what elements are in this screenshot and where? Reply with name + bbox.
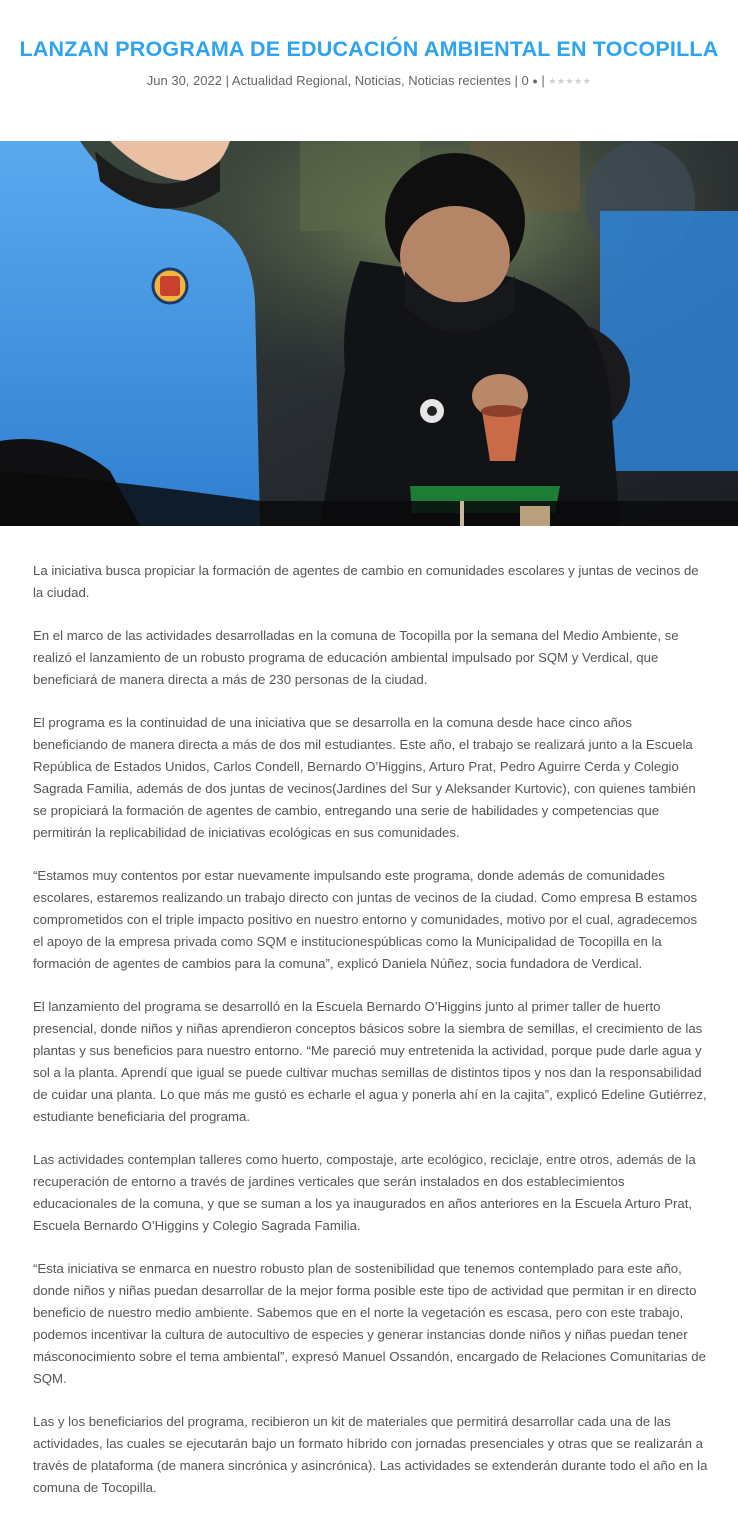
category-link-noticias-recientes[interactable]: Noticias recientes bbox=[408, 73, 511, 88]
comments-count: 0 bbox=[521, 73, 529, 88]
comment-bubble-icon: ● bbox=[532, 76, 538, 86]
article-paragraph: Las y los beneficiarios del programa, recibieron un kit de materiales que permitirá desarrollar cada una de las actividades, las cuales se ejecutarán bajo un formato híbrido con jornadas presenciales y otras que se realizarán a través de plataforma (de manera sincrónica y asincrónica). Las actividades se extenderán durante todo el año en la comuna de Tocopilla. bbox=[33, 1414, 708, 1495]
star-rating-icon: ★★★★★ bbox=[548, 76, 592, 86]
article-paragraph: En el marco de las actividades desarrolladas en la comuna de Tocopilla por la semana del Medio Ambiente, se realizó el lanzamiento de un robusto programa de educación ambiental impulsado por SQM y Verdical, que beneficiará de manera directa a más de 230 personas de la ciudad. bbox=[33, 628, 679, 687]
post-title: LANZAN PROGRAMA DE EDUCACIÓN AMBIENTAL EN TOCOPILLA bbox=[19, 37, 719, 61]
meta-separator: | bbox=[541, 73, 549, 88]
article-paragraph: Las actividades contemplan talleres como huerto, compostaje, arte ecológico, reciclaje, entre otros, además de la recuperación de entorno a través de jardines verticales que serán instalados en dos establecimientos educacionales de la comuna, y que se suman a los ya inaugurados en años anteriores en la Escuela Arturo Prat, Escuela Bernardo O’Higgins y Colegio Sagrada Familia. bbox=[33, 1152, 696, 1233]
hero-photo-children-planting bbox=[0, 141, 738, 526]
category-link-actualidad-regional[interactable]: Actualidad Regional bbox=[231, 73, 348, 88]
post-date: Jun 30, 2022 bbox=[146, 73, 222, 88]
article-body bbox=[33, 560, 708, 1520]
post-header bbox=[0, 0, 738, 90]
comments-link[interactable] bbox=[521, 73, 537, 88]
meta-separator: | bbox=[225, 73, 232, 88]
meta-separator: | bbox=[514, 73, 522, 88]
article-paragraph: “Esta iniciativa se enmarca en nuestro robusto plan de sostenibilidad que tenemos contemplado para este año, donde niños y niñas puedan desarrollar de la mejor forma posible este tipo de actividad que permitan ir en directo beneficio de nuestro medio ambiente. Sabemos que en el norte la vegetación es escasa, pero con este trabajo, podemos incentivar la cultura de autocultivo de especies y generar instancias donde niños y niñas puedan tener másconocimiento sobre el tema ambiental”, expresó Manuel Ossandón, encargado de Relaciones Comunitarias de SQM. bbox=[33, 1261, 706, 1386]
post-meta: Jun 30, 2022 | Actualidad Regional, Noticias, Noticias recientes | 0 ● | ★★★★★ bbox=[146, 73, 592, 88]
article-paragraph: El lanzamiento del programa se desarrolló en la Escuela Bernardo O’Higgins junto al primer taller de huerto presencial, donde niños y niñas aprendieron conceptos básicos sobre la siembra de semillas, el crecimiento de las plantas y sus beneficios para nuestro entorno. “Me pareció muy entretenida la actividad, porque pude darle agua y sol a la planta. Aprendí que igual se puede cultivar muchas semillas de distintos tipos y nos dan la responsabilidad de cuidar una planta. Lo que más me gustó es echarle el agua y ponerla ahí en la cajita”, explicó Edeline Gutiérrez, estudiante beneficiaria del programa. bbox=[33, 999, 707, 1124]
article-paragraph: La iniciativa busca propiciar la formación de agentes de cambio en comunidades escolares y juntas de vecinos de la ciudad. bbox=[33, 563, 699, 600]
article-paragraph: El programa es la continuidad de una iniciativa que se desarrolla en la comuna desde hace cinco años beneficiando de manera directa a más de dos mil estudiantes. Este año, el trabajo se realizará junto a la Escuela República de Estados Unidos, Carlos Condell, Bernardo O’Higgins, Arturo Prat, Pedro Aguirre Cerda y Colegio Sagrada Familia, además de dos juntas de vecinos(Jardines del Sur y Aleksander Kurtovic), con quienes también se propiciará la formación de agentes de cambio, entregando una serie de habilidades y competencias que permitirán la replicabilidad de iniciativas ecológicas en sus comunidades. bbox=[33, 715, 696, 840]
category-link-noticias[interactable]: Noticias bbox=[354, 73, 401, 88]
article-paragraph: “Estamos muy contentos por estar nuevamente impulsando este programa, donde además de comunidades escolares, estaremos realizando un trabajo directo con juntas de vecinos de la ciudad. Como empresa B estamos comprometidos con el triple impacto positivo en nuestro entorno y comunidades, motivo por el cual, agradecemos el apoyo de la empresa privada como SQM e institucionespúblicas como la Municipalidad de Tocopilla en la formación de agentes de cambios para la comuna”, explicó Daniela Núñez, socia fundadora de Verdical. bbox=[33, 868, 698, 971]
hero-image bbox=[0, 141, 738, 526]
